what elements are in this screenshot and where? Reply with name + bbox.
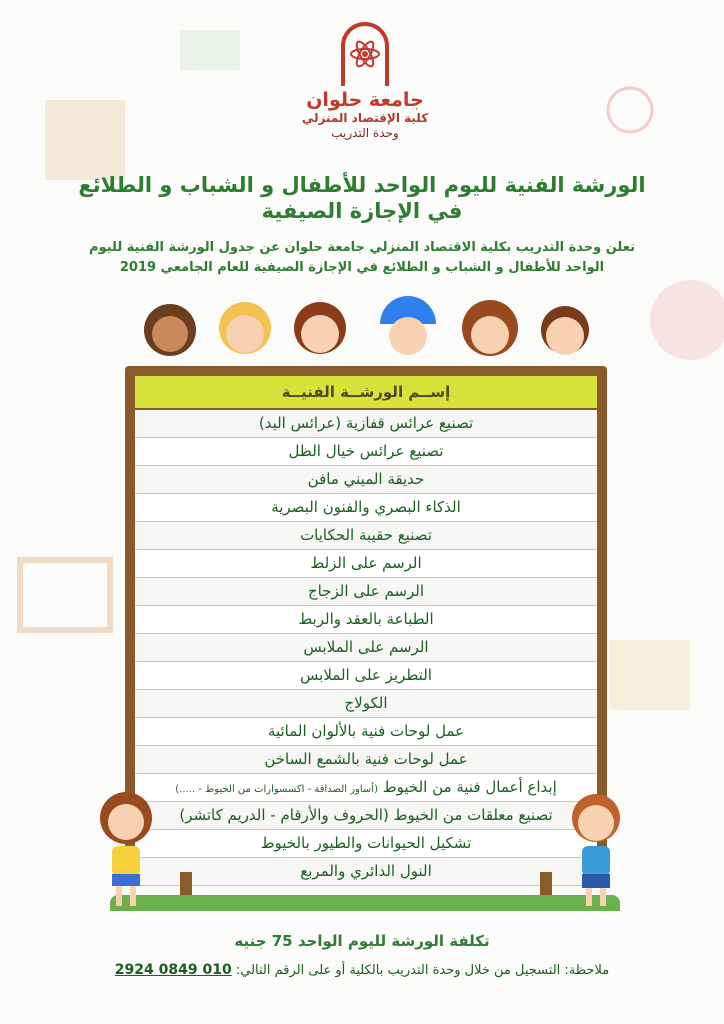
atom-arch-icon <box>335 18 395 88</box>
table-row: تصنيع عرائس قفازية (عرائس اليد) <box>135 410 597 438</box>
table-row: التطريز على الملابس <box>135 662 597 690</box>
intro-line-2: الواحد للأطفال و الشباب و الطلائع في الإجازة الصيفية للعام الجامعي 2019 <box>119 260 605 275</box>
registration-note <box>30 962 694 978</box>
workshop-cost: تكلفة الورشة لليوم الواحد 75 جنيه <box>234 932 490 950</box>
workshop-table <box>135 376 597 880</box>
note-text: ملاحظة: التسجيل من خلال وحدة التدريب بالكلية أو على الرقم التالي: <box>235 963 610 978</box>
kid-face-icon <box>541 306 589 355</box>
table-row: الرسم على الزلط <box>135 550 597 578</box>
table-header: إســم الورشــة الفنيــة <box>135 376 597 410</box>
intro-line-1: تعلن وحدة التدريب بكلية الاقتصاد المنزلي جامعة حلوان عن جدول الورشة الفنية لليوم <box>89 240 635 255</box>
logo <box>290 18 440 141</box>
kid-face-icon <box>462 300 518 356</box>
title-line-1: الورشة الفنية لليوم الواحد للأطفال و الشباب و الطلائع <box>78 173 646 197</box>
paper-decoration <box>610 640 690 710</box>
kid-face-icon <box>380 296 436 355</box>
unit-name: وحدة التدريب <box>331 126 399 140</box>
intro-text <box>40 238 684 278</box>
kids-illustration <box>125 288 605 368</box>
birdhouse-decoration <box>45 100 125 180</box>
table-row <box>135 774 597 802</box>
palette-decoration <box>650 280 724 360</box>
page-title <box>20 172 704 224</box>
grass-decoration <box>110 895 620 911</box>
table-row: الكولاج <box>135 690 597 718</box>
kid-face-icon <box>144 304 196 356</box>
row-title: إبداع أعمال فنية من الخيوط <box>382 778 557 796</box>
table-row: الذكاء البصري والفنون البصرية <box>135 494 597 522</box>
table-row: تصنيع عرائس خيال الظل <box>135 438 597 466</box>
paper-decoration <box>180 30 240 70</box>
table-row: تصنيع حقيبة الحكايات <box>135 522 597 550</box>
title-line-2: في الإجازة الصيفية <box>261 199 463 223</box>
table-row: عمل لوحات فنية بالشمع الساخن <box>135 746 597 774</box>
kid-face-icon <box>294 302 346 354</box>
table-row: تصنيع معلقات من الخيوط (الحروف والأرقام - الدريم كاتشر) <box>135 802 597 830</box>
phone-number[interactable]: 010 0849 2924 <box>114 962 232 978</box>
table-row: الطباعة بالعقد والربط <box>135 606 597 634</box>
table-row: الرسم على الزجاج <box>135 578 597 606</box>
workshop-board <box>125 366 607 880</box>
table-row: عمل لوحات فنية بالألوان المائية <box>135 718 597 746</box>
faculty-name: كلية الإقتصاد المنزلي <box>301 111 429 125</box>
boy-illustration <box>556 790 636 910</box>
row-note: (أساور الصداقة - اكسسوارات من الخيوط - .....) <box>175 784 378 795</box>
girl-illustration <box>86 790 166 910</box>
snowflake-decoration <box>608 88 652 132</box>
kid-face-icon <box>219 302 271 354</box>
table-row: الرسم على الملابس <box>135 634 597 662</box>
table-row: النول الدائري والمربع <box>135 858 597 886</box>
university-name: جامعة حلوان <box>306 89 424 111</box>
table-row: تشكيل الحيوانات والطيور بالخيوط <box>135 830 597 858</box>
table-row: حديقة الميني مافن <box>135 466 597 494</box>
frame-decoration <box>20 560 110 630</box>
